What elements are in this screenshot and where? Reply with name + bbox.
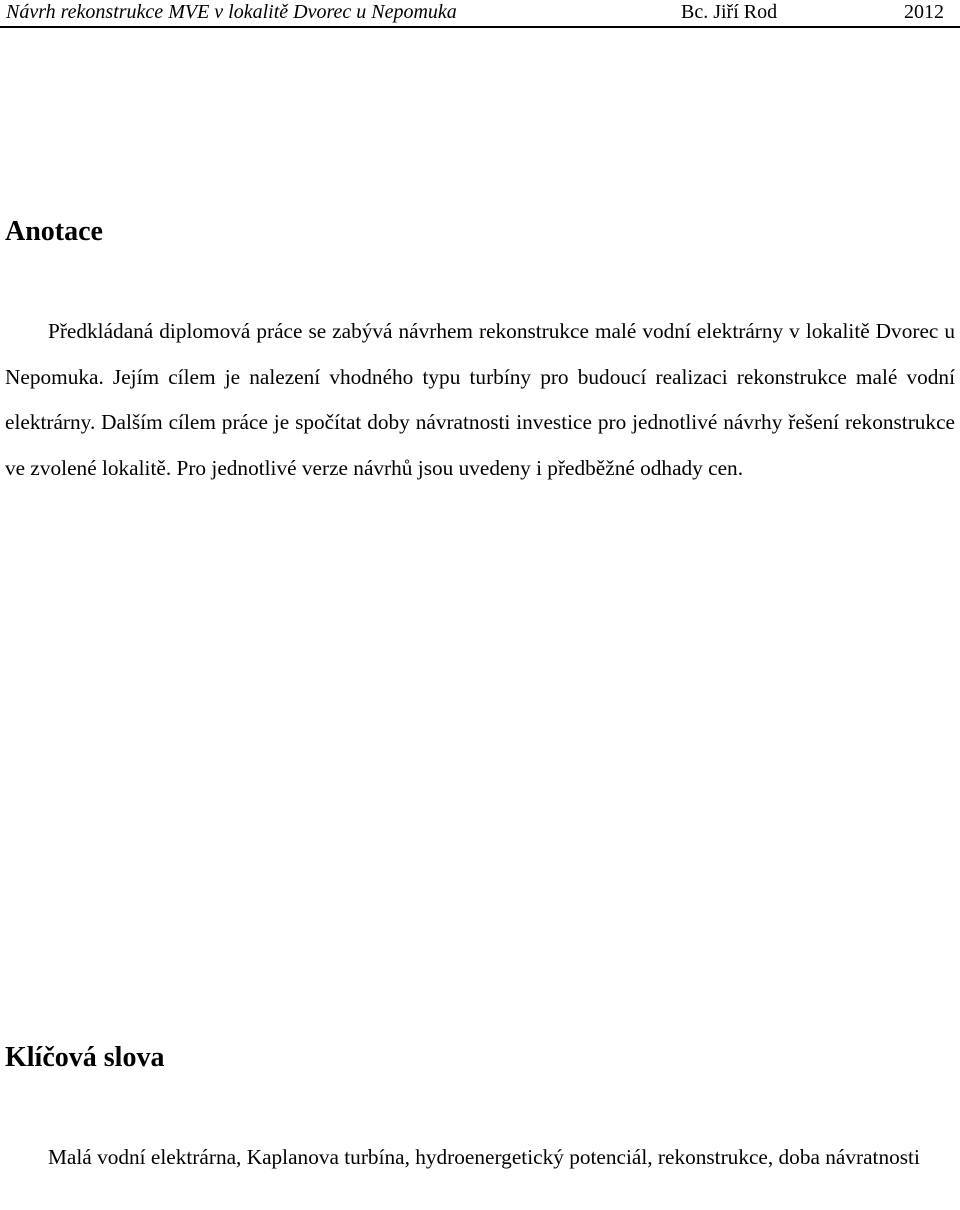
page-header <box>0 0 960 28</box>
header-author: Bc. Jiří Rod <box>681 1 778 23</box>
annotation-paragraph: Předkládaná diplomová práce se zabývá návrhem rekonstrukce malé vodní elektrárny v lokalitě Dvorec u Nepomuka. Jejím cílem je nalezení vhodného typu turbíny pro budoucí realizaci rekonstrukce malé vodní elektrárny. Dalším cílem práce je spočítat doby návratnosti investice pro jednotlivé návrhy řešení rekonstrukce ve zvolené lokalitě. Pro jednotlivé verze návrhů jsou uvedeny i předběžné odhady cen. <box>5 319 955 480</box>
annotation-heading: Anotace <box>5 216 103 247</box>
keywords-heading: Klíčová slova <box>5 1042 165 1073</box>
keywords-paragraph: Malá vodní elektrárna, Kaplanova turbína, hydroenergetický potenciál, rekonstrukce, doba návratnosti <box>48 1145 920 1169</box>
header-thesis-title: Návrh rekonstrukce MVE v lokalitě Dvorec u Nepomuka <box>6 1 457 23</box>
header-year: 2012 <box>904 1 944 23</box>
